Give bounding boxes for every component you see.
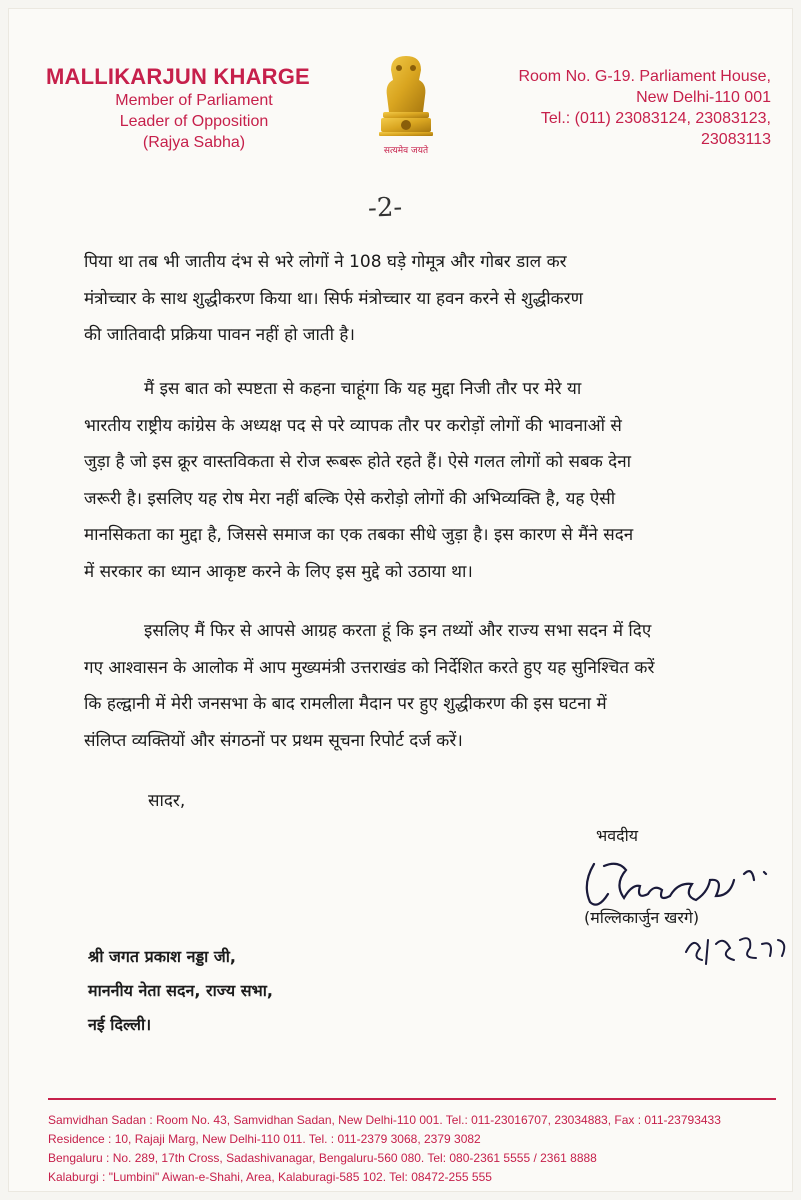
footer-line: Samvidhan Sadan : Room No. 43, Samvidhan Sadan, New Delhi-110 001. Tel.: 011-23016707, 23034883, Fax : 011-23793433 [48,1113,721,1127]
text-line: में सरकार का ध्यान आकृष्ट करने के लिए इस मुद्दे को उठाया था। [84,561,473,582]
text-line: मानसिकता का मुद्दा है, जिससे समाज का एक तबका सीधे जुड़ा है। इस कारण से मैंने सदन [84,525,634,545]
role-line: (Rajya Sabha) [142,134,246,151]
text-line: मैं इस बात को स्पष्टता से कहना चाहूंगा कि यह मुद्दा निजी तौर पर मेरे या [144,379,582,399]
signoff-name: (मल्लिकार्जुन खरगे) [584,908,700,927]
text-line: पिया था तब भी जातीय दंभ से भरे लोगों ने 108 घड़े गोमूत्र और गोबर डाल कर [84,252,567,272]
letterhead-name: MALLIKARJUN KHARGE [46,64,310,89]
letterhead-roles [74,90,314,153]
text-line: की जातिवादी प्रक्रिया पावन नहीं हो जाती है। [84,325,355,345]
text-line: गए आश्वासन के आलोक में आप मुख्यमंत्री उत्तराखंड को निर्देशित करते हुए यह सुनिश्चित करें [84,657,655,678]
footer-line: Residence : 10, Rajaji Marg, New Delhi-110 011. Tel. : 011-2379 3068, 2379 3082 [48,1132,481,1146]
paragraph-2 [84,371,774,590]
footer-line: Kalaburgi : "Lumbini" Aiwan-e-Shahi, Area, Kalaburagi-585 102. Tel: 08472-255 555 [48,1170,492,1184]
signoff-bhavdiya: भवदीय [596,826,639,845]
address-line: New Delhi-110 001 [636,89,771,106]
emblem-motto: सत्यमेव जयते [383,146,429,156]
paragraph-3 [84,613,774,759]
addressee-line: माननीय नेता सदन, राज्य सभा, [88,981,273,1000]
text-line: भारतीय राष्ट्रीय कांग्रेस के अध्यक्ष पद से परे व्यापक तौर पर करोड़ों लोगों की भावनाओं से [84,415,622,436]
page-number: -2- [367,192,403,224]
text-line: संलिप्त व्यक्तियों और संगठनों पर प्रथम सूचना रिपोर्ट दर्ज करें। [84,730,463,751]
national-emblem-icon [361,50,451,160]
address-line: Room No. G-19. Parliament House, [518,68,771,85]
text-line: मंत्रोच्चार के साथ शुद्धीकरण किया था। सिर्फ मंत्रोच्चार या हवन करने से शुद्धीकरण [84,288,583,309]
addressee-line: श्री जगत प्रकाश नड्डा जी, [88,947,236,966]
address-line: 23083113 [701,131,771,148]
text-line: कि हल्द्वानी में मेरी जनसभा के बाद रामलीला मैदान पर हुए शुद्धीकरण की इस घटना में [84,694,607,714]
addressee-line: नई दिल्ली। [88,1015,152,1034]
text-line: जरूरी है। इसलिए यह रोष मेरा नहीं बल्कि ऐसे करोड़ो लोगों की अभिव्यक्ति है, यह ऐसी [84,488,616,509]
closing-salutation: सादर, [148,791,186,811]
paragraph-1 [84,244,774,354]
text-line: इसलिए मैं फिर से आपसे आग्रह करता हूं कि इन तथ्यों और राज्य सभा सदन में दिए [144,621,652,641]
role-line: Leader of Opposition [119,113,269,130]
letterhead-address [471,66,771,150]
letter-page [8,8,793,1192]
footer-addresses [48,1111,788,1187]
footer-line: Bengaluru : No. 289, 17th Cross, Sadashivanagar, Bengaluru-560 080. Tel: 080-2361 5555 / 2361 8888 [48,1151,597,1165]
address-line: Tel.: (011) 23083124, 23083123, [540,110,771,127]
role-line: Member of Parliament [115,92,273,109]
text-line: जुड़ा है जो इस क्रूर वास्तविकता से रोज रूबरू होते रहते हैं। ऐसे गलत लोगों को सबक देना [84,452,632,472]
addressee-block [88,940,273,1042]
footer-divider [48,1098,776,1100]
